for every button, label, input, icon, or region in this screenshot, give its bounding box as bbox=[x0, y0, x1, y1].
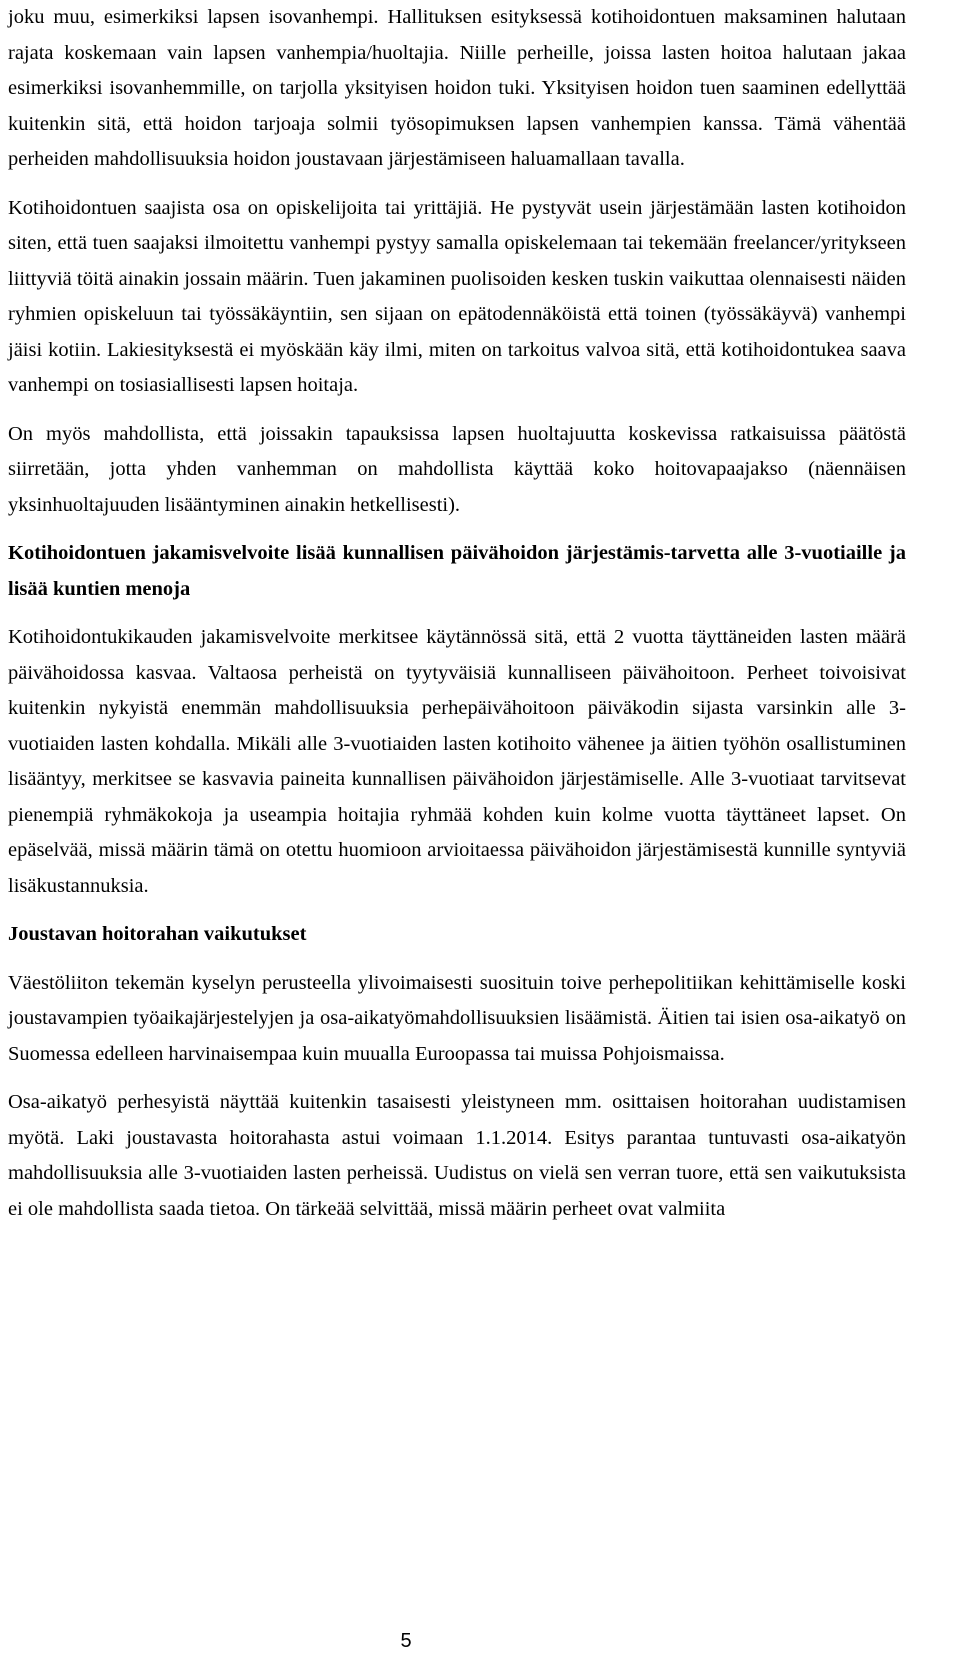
paragraph-grandparents-care: joku muu, esimerkiksi lapsen isovanhempi. Hallituksen esityksessä kotihoidontuen maksaminen halutaan rajata koskemaan vain lapsen vanhempia/huoltajia. Niille perheille, joissa lasten hoitoa halutaan jakaa esimerkiksi isovanhemmille, on tarjolla yksityisen hoidon tuki. Yksityisen hoidon tuen saaminen edellyttää kuitenkin sitä, että hoidon tarjoaja solmii työsopimuksen lapsen vanhempien kanssa. Tämä vähentää perheiden mahdollisuuksia hoidon joustavaan järjestämiseen haluamallaan tavalla. bbox=[8, 6, 906, 170]
section-heading-flexible-care-allowance: Joustavan hoitorahan vaikutukset bbox=[8, 923, 307, 945]
paragraph-daycare-costs: Kotihoidontukikauden jakamisvelvoite merkitsee käytännössä sitä, että 2 vuotta täyttäneiden lasten määrä päivähoidossa kasvaa. Valtaosa perheistä on tyytyväisiä kunnalliseen päivähoitoon. Perheet toivoisivat kuitenkin nykyistä enemmän mahdollisuuksia perhepäivähoitoon päiväkodin sijasta varsinkin alle 3-vuotiaiden lasten kohdalla. Mikäli alle 3-vuotiaiden lasten kotihoito vähenee ja äitien työhön osallistuminen lisääntyy, merkitsee se kasvavia paineita kunnallisen päivähoidon järjestämiselle. Alle 3-vuotiaat tarvitsevat pienempiä ryhmäkokoja ja useampia hoitajia ryhmää kohden kuin kolme vuotta täyttäneet lapset. On epäselvää, missä määrin tämä on otettu huomioon arvioitaessa päivähoidon järjestämisestä kunnille syntyviä lisäkustannuksia. bbox=[8, 626, 906, 897]
paragraph-part-time-work: Osa-aikatyö perhesyistä näyttää kuitenkin tasaisesti yleistyneen mm. osittaisen hoitorahan uudistamisen myötä. Laki joustavasta hoitorahasta astui voimaan 1.1.2014. Esitys parantaa tuntuvasti osa-aikatyön mahdollisuuksia alle 3-vuotiaiden lasten perheissä. Uudistus on vielä sen verran tuore, että sen vaikutuksista ei ole mahdollista saada tietoa. On tärkeää selvittää, missä määrin perheet ovat valmiita bbox=[8, 1091, 906, 1220]
page-number: 5 bbox=[400, 1630, 412, 1652]
paragraph-custody-decisions: On myös mahdollista, että joissakin tapauksissa lapsen huoltajuutta koskevissa ratkaisuissa päätöstä siirretään, jotta yhden vanhemman on mahdollista käyttää koko hoitovapaajakso (näennäisen yksinhuoltajuuden lisääntyminen ainakin hetkellisesti). bbox=[8, 422, 906, 516]
document-body bbox=[8, 0, 906, 1227]
paragraph-students-entrepreneurs: Kotihoidontuen saajista osa on opiskelijoita tai yrittäjiä. He pystyvät usein järjestämään lasten kotihoidon siten, että tuen saajaksi ilmoitettu vanhempi pystyy samalla opiskelemaan tai tekemään freelancer/yritykseen liittyviä töitä ainakin jossain määrin. Tuen jakaminen puolisoiden kesken tuskin vaikuttaa olennaisesti näiden ryhmien opiskeluun tai työssäkäyntiin, sen sijaan on epätodennäköistä että toinen (työssäkäyvä) vanhempi jäisi kotiin. Lakiesityksestä ei myöskään käy ilmi, miten on tarkoitus valvoa sitä, että kotihoidontukea saava vanhempi on tosiasiallisesti lapsen hoitaja. bbox=[8, 196, 906, 396]
section-heading-daycare-costs: Kotihoidontuen jakamisvelvoite lisää kunnallisen päivähoidon järjestämis-tarvetta alle 3-vuotiaille ja lisää kuntien menoja bbox=[8, 542, 906, 600]
paragraph-survey-results: Väestöliiton tekemän kyselyn perusteella ylivoimaisesti suosituin toive perhepolitiikan kehittämiselle koski joustavampien työaikajärjestelyjen ja osa-aikatyömahdollisuuksien lisäämistä. Äitien tai isien osa-aikatyö on Suomessa edelleen harvinaisempaa kuin muualla Euroopassa tai muissa Pohjoismaissa. bbox=[8, 971, 906, 1065]
